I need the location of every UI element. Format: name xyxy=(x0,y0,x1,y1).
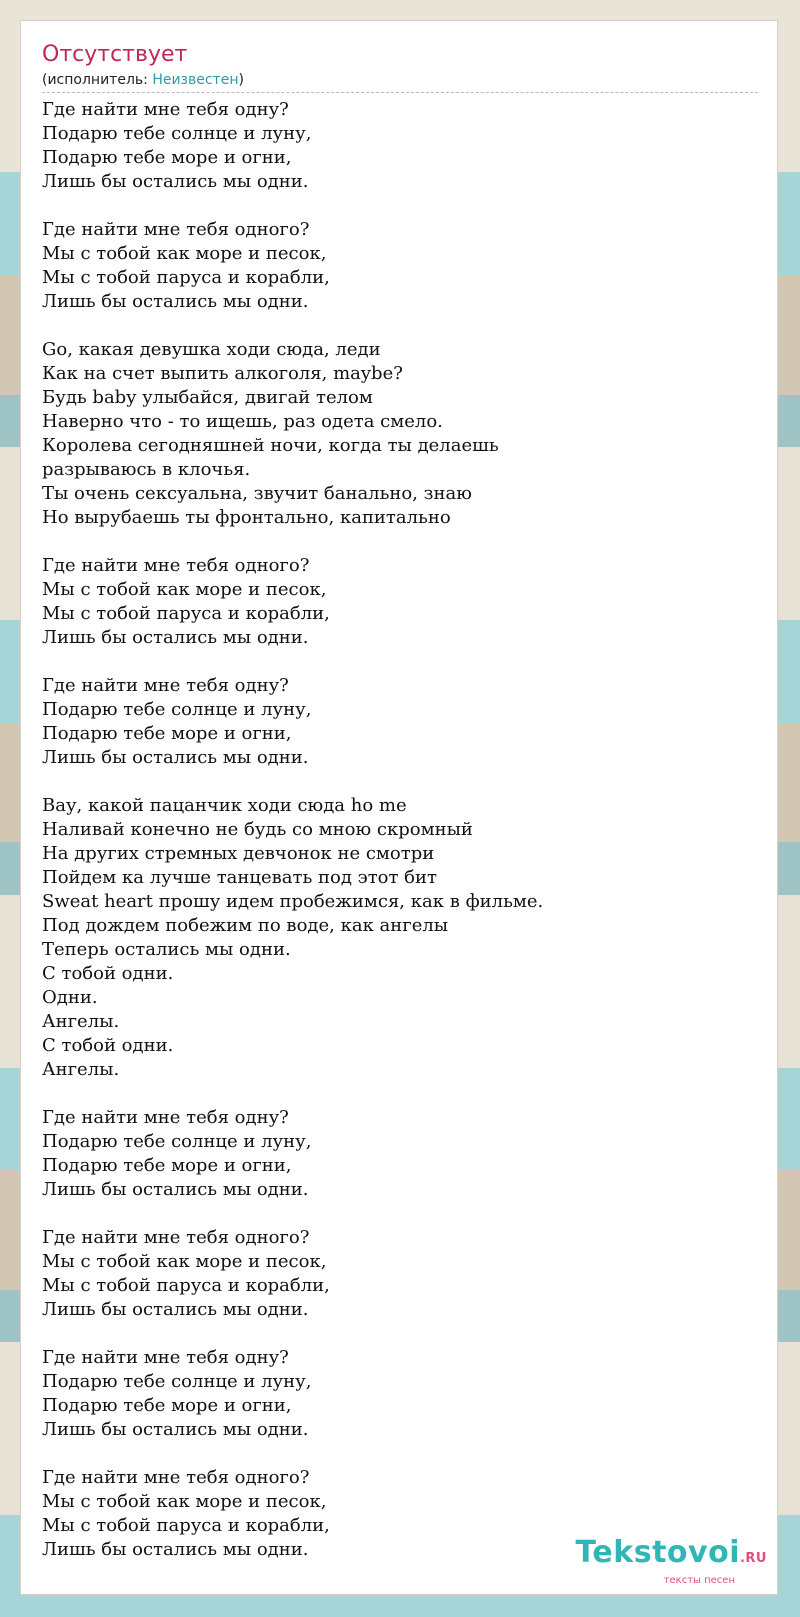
lyric-line: Лишь бы остались мы одни. xyxy=(42,171,309,192)
lyric-line: Королева сегодняшней ночи, когда ты делаешь xyxy=(42,435,499,456)
lyric-line: Лишь бы остались мы одни. xyxy=(42,1299,309,1320)
lyric-line: Лишь бы остались мы одни. xyxy=(42,747,309,768)
lyric-line: Мы с тобой паруса и корабли, xyxy=(42,1515,330,1536)
lyric-line: Пойдем ка лучше танцевать под этот бит xyxy=(42,867,437,888)
lyric-line: Где найти мне тебя одного? xyxy=(42,1467,310,1488)
lyric-line: Мы с тобой как море и песок, xyxy=(42,1251,327,1272)
lyric-line: Мы с тобой паруса и корабли, xyxy=(42,1275,330,1296)
stanza-break xyxy=(42,1322,758,1346)
song-title: Отсутствует xyxy=(42,42,188,67)
lyric-line: Подарю тебе море и огни, xyxy=(42,1155,292,1176)
stanza-break xyxy=(42,194,758,218)
lyric-line: Лишь бы остались мы одни. xyxy=(42,291,309,312)
lyrics-text xyxy=(42,98,758,1562)
lyric-line: Под дождем побежим по воде, как ангелы xyxy=(42,915,449,936)
lyric-line: Лишь бы остались мы одни. xyxy=(42,1179,309,1200)
stanza-break xyxy=(42,530,758,554)
lyric-line: Мы с тобой как море и песок, xyxy=(42,243,327,264)
lyric-line: Наверно что - то ищешь, раз одета смело. xyxy=(42,411,443,432)
artist-prefix: (исполнитель: xyxy=(42,72,153,88)
stanza-break xyxy=(42,1442,758,1466)
lyric-line: Где найти мне тебя одного? xyxy=(42,219,310,240)
lyric-line: Где найти мне тебя одну? xyxy=(42,675,289,696)
stanza-break xyxy=(42,650,758,674)
artist-link[interactable]: Неизвестен xyxy=(152,72,239,88)
lyric-line: Подарю тебе солнце и луну, xyxy=(42,1131,312,1152)
stanza-break xyxy=(42,1082,758,1106)
lyric-line: Где найти мне тебя одного? xyxy=(42,1227,310,1248)
lyric-line: Подарю тебе море и огни, xyxy=(42,147,292,168)
lyric-line: Вау, какой пацанчик ходи сюда ho me xyxy=(42,795,407,816)
lyric-line: Где найти мне тебя одного? xyxy=(42,555,310,576)
lyrics-card xyxy=(20,20,778,1595)
lyric-line: Где найти мне тебя одну? xyxy=(42,1347,289,1368)
lyric-line: На других стремных девчонок не смотри xyxy=(42,843,435,864)
lyric-line: Где найти мне тебя одну? xyxy=(42,1107,289,1128)
lyric-line: Подарю тебе море и огни, xyxy=(42,1395,292,1416)
artist-line xyxy=(42,71,758,93)
lyric-line: Где найти мне тебя одну? xyxy=(42,99,289,120)
stanza-break xyxy=(42,314,758,338)
lyric-line: разрываюсь в клочья. xyxy=(42,459,251,480)
lyric-line: Ангелы. xyxy=(42,1011,120,1032)
lyric-line: Подарю тебе солнце и луну, xyxy=(42,699,312,720)
lyric-line: Наливай конечно не будь со мною скромный xyxy=(42,819,473,840)
lyric-line: Sweat heart прошу идем пробежимся, как в фильме. xyxy=(42,891,544,912)
logo-tagline: тексты песен xyxy=(663,1575,735,1586)
artist-suffix: ) xyxy=(238,72,244,88)
lyric-line: Мы с тобой как море и песок, xyxy=(42,579,327,600)
logo-name: Tekstovoi xyxy=(575,1535,740,1570)
lyric-line: С тобой одни. xyxy=(42,963,174,984)
lyric-line: Подарю тебе солнце и луну, xyxy=(42,123,312,144)
lyric-line: Ты очень сексуальна, звучит банально, знаю xyxy=(42,483,472,504)
lyric-line: Как на счет выпить алкоголя, maybe? xyxy=(42,363,403,384)
lyric-line: Мы с тобой паруса и корабли, xyxy=(42,267,330,288)
lyric-line: Мы с тобой паруса и корабли, xyxy=(42,603,330,624)
lyric-line: Одни. xyxy=(42,987,98,1008)
lyric-line: Лишь бы остались мы одни. xyxy=(42,627,309,648)
site-logo[interactable] xyxy=(575,1536,767,1586)
lyric-line: Мы с тобой как море и песок, xyxy=(42,1491,327,1512)
lyric-line: Подарю тебе солнце и луну, xyxy=(42,1371,312,1392)
lyric-line: Но вырубаешь ты фронтально, капитально xyxy=(42,507,451,528)
lyric-line: Лишь бы остались мы одни. xyxy=(42,1419,309,1440)
lyric-line: Лишь бы остались мы одни. xyxy=(42,1539,309,1560)
lyric-line: С тобой одни. xyxy=(42,1035,174,1056)
lyric-line: Ангелы. xyxy=(42,1059,120,1080)
lyric-line: Go, какая девушка ходи сюда, леди xyxy=(42,339,381,360)
lyric-line: Теперь остались мы одни. xyxy=(42,939,291,960)
stanza-break xyxy=(42,1202,758,1226)
stanza-break xyxy=(42,770,758,794)
logo-tld: .RU xyxy=(739,1551,767,1566)
lyric-line: Подарю тебе море и огни, xyxy=(42,723,292,744)
lyric-line: Будь baby улыбайся, двигай телом xyxy=(42,387,373,408)
